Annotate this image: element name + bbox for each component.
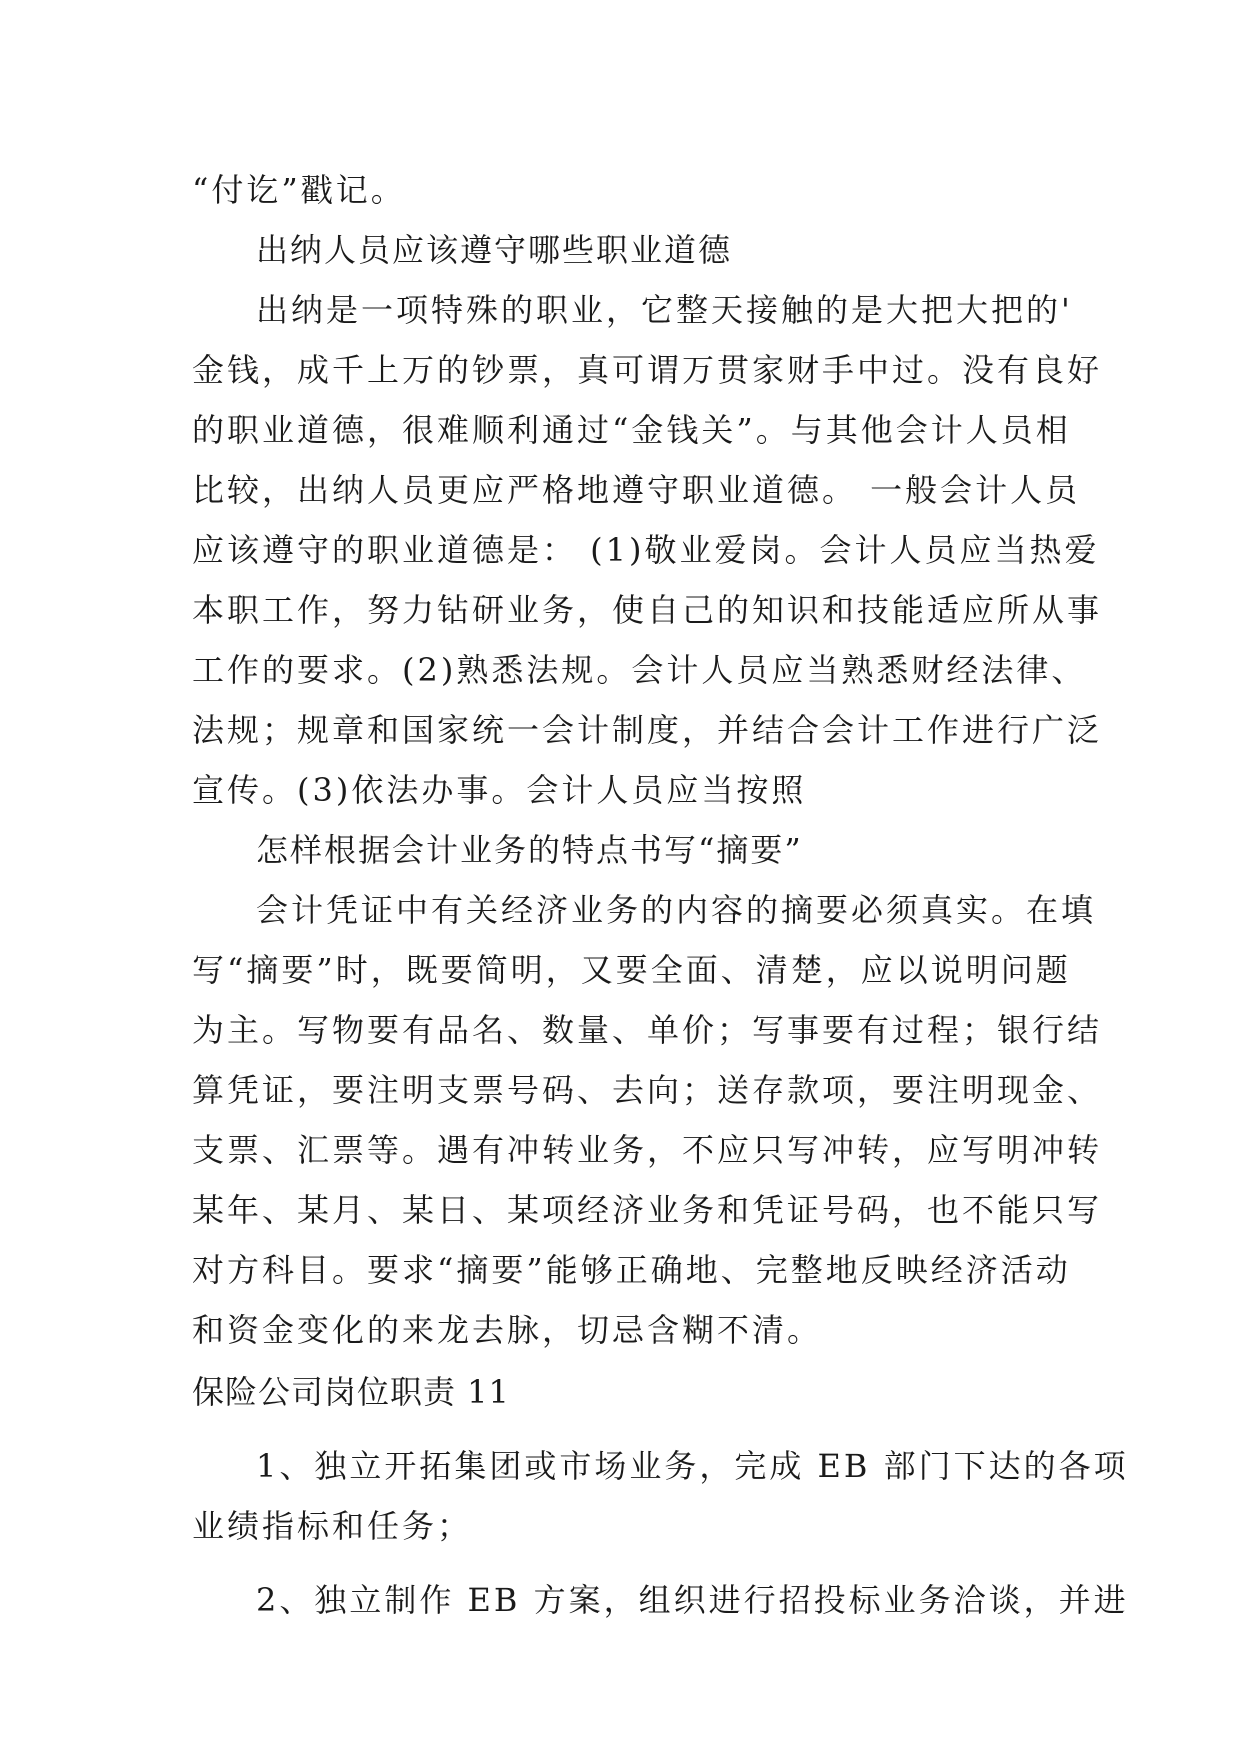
heading-cashier-ethics: 出纳人员应该遵守哪些职业道德 — [256, 231, 733, 269]
document-page — [192, 160, 1129, 1630]
heading-summary-writing: 怎样根据会计业务的特点书写“摘要” — [256, 831, 803, 869]
duty-item-1-line-1: 1、独立开拓集团或市场业务，完成 EB 部门下达的各项 — [256, 1447, 1129, 1485]
duty-item-1-line-2: 业绩指标和任务； — [192, 1507, 473, 1545]
paragraph-summary-line-8: 和资金变化的来龙去脉，切忌含糊不清。 — [192, 1311, 823, 1349]
paragraph-summary-line-5: 支票、汇票等。遇有冲转业务，不应只写冲转，应写明冲转 — [192, 1131, 1103, 1169]
paragraph-cashier-line-4: 比较，出纳人员更应严格地遵守职业道德。 一般会计人员 — [192, 471, 1081, 509]
paragraph-cashier-line-1: 出纳是一项特殊的职业，它整天接触的是大把大把的' — [256, 291, 1073, 329]
paragraph-cashier-line-3: 的职业道德，很难顺利通过“金钱关”。与其他会计人员相 — [192, 411, 1071, 449]
paragraph-cashier-line-9: 宣传。(3)依法办事。会计人员应当按照 — [192, 771, 807, 809]
paragraph-summary-line-2: 写“摘要”时，既要简明，又要全面、清楚，应以说明问题 — [192, 951, 1071, 989]
paragraph-summary-line-3: 为主。写物要有品名、数量、单价；写事要有过程；银行结 — [192, 1011, 1103, 1049]
duty-item-2-line-1: 2、独立制作 EB 方案，组织进行招投标业务洽谈，并进 — [256, 1581, 1129, 1619]
paragraph-summary-line-4: 算凭证，要注明支票号码、去向；送存款项，要注明现金、 — [192, 1071, 1103, 1109]
paragraph-cashier-line-7: 工作的要求。(2)熟悉法规。会计人员应当熟悉财经法律、 — [192, 651, 1087, 689]
paragraph-summary-line-1: 会计凭证中有关经济业务的内容的摘要必须真实。在填 — [256, 891, 1097, 929]
paragraph-cashier-line-5: 应该遵守的职业道德是： (1)敬业爱岗。会计人员应当热爱 — [192, 531, 1100, 569]
paragraph-cashier-line-6: 本职工作，努力钻研业务，使自己的知识和技能适应所从事 — [192, 591, 1103, 629]
paragraph-cashier-line-8: 法规；规章和国家统一会计制度，并结合会计工作进行广泛 — [192, 711, 1103, 749]
paragraph-cashier-line-2: 金钱，成千上万的钞票，真可谓万贯家财手中过。没有良好 — [192, 351, 1103, 389]
section-title-insurance-duties: 保险公司岗位职责 11 — [192, 1373, 510, 1411]
paragraph-summary-line-6: 某年、某月、某日、某项经济业务和凭证号码，也不能只写 — [192, 1191, 1103, 1229]
text-line-continuation: “付讫”戳记。 — [192, 171, 406, 209]
paragraph-summary-line-7: 对方科目。要求“摘要”能够正确地、完整地反映经济活动 — [192, 1251, 1071, 1289]
